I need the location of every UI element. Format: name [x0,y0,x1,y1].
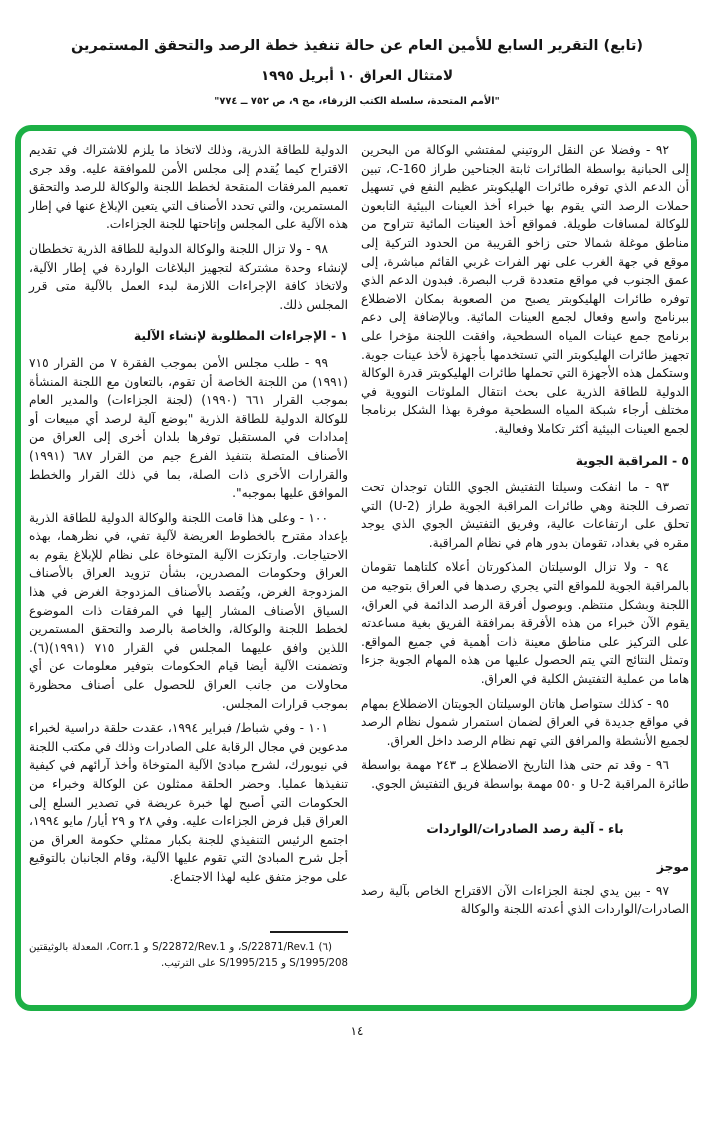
paragraph-95: ٩٥ - كذلك ستواصل هاتان الوسيلتان الجويتان الاضطلاع بمهام في مواقع جديدة في العراق لضمان استمرار شمول نظام الرصد لجميع الأنشطة والمرافق التي تهم نظام الرصد داخل العراق. [361,696,689,748]
footnote [29,931,348,972]
paragraph-101: ١٠١ - وفي شباط/ فبراير ١٩٩٤، عقدت حلقة دراسية لخبراء مدعوين في مجال الرقابة على الصادرات وذلك في مكتب اللجنة في نيويورك، لشرح مبادئ الآلية المتوخاة وأخذ آرائهم في كيفية تنفيذها عمليا. وحضر الحلقة ممثلون عن الوكالة وخبراء من الحكومات التي أصبح لها خبرة عريضة في تصدير السلع إلى العراق قبل فرض الجزاءات عليه. وفي ٢٨ و ٢٩ أيار/ مايو ١٩٩٤، اجتمع الرئيس التنفيذي للجنة بكبار ممثلي حكومة العراق من أجل شرح المبادئ التي تقوم عليها الآلية، وقام الجانبان بالتوقيع على موجز متفق عليه لهذا الاجتماع. [29,721,348,884]
paragraph-99: ٩٩ - طلب مجلس الأمن بموجب الفقرة ٧ من القرار ٧١٥ (١٩٩١) من اللجنة الخاصة أن تقوم، بالتعاون مع اللجنة المنشأة بموجب القرار ٦٦١ (١٩٩٠) (لجنة الجزاءات) والمدير العام للوكالة الدولية للطاقة الذرية "بوضع آلية لرصد أي مبيعات أو إمدادات في المستقبل توفرها بلدان أخرى إلى العراق من الأصناف المتصلة بتنفيذ الفرع جيم من القرار ٦٨٧ (١٩٩١) والقرارات الأخرى ذات الصلة، بما في ذلك القرار والخطط الموافق عليها بموجبه". [29,355,348,501]
paragraph-97-start: ٩٧ - بين يدي لجنة الجزاءات الآن الاقتراح الخاص بآلية رصد الصادرات/الواردات الذي أعدته اللجنة والوكالة [361,883,689,917]
footnote-text: (٦) S/22871/Rev.1، و S/22872/Rev.1 و Corr.1، المعدلة بالوثيقتين S/1995/208 و S/1995/215 على الترتيب. [29,942,348,969]
page-number: ١٤ [350,1024,364,1038]
document-title-line2: لامتثال العراق ١٠ أبريل ١٩٩٥ [260,68,454,84]
document-title-line1: (تابع) التقرير السابع للأمين العام عن حالة تنفيذ خطة الرصد والتحقق المستمرين [70,38,644,54]
heading-aerial-surveillance: ٥ - المراقبة الجوية [575,452,689,468]
column-right [361,141,689,925]
heading-export-import-mechanism: باء - آلية رصد الصادرات/الواردات [426,820,624,836]
heading-required-procedures: ١ - الإجراءات المطلوبة لإنشاء الآلية [133,328,348,344]
paragraph-97-continuation: الدولية للطاقة الذرية، وذلك لاتخاذ ما يلزم للاشتراك في تقديم الاقتراح كيما يُقدم إلى مجلس الأمن للموافقة عليه. وقد جرى تعميم المرفقات المنقحة لخطط اللجنة والوكالة للرصد والتحقق المستمرين، والتي تحدد الأصناف التي يتعين الإبلاغ عنها في إطار هذه الآلية على المجلس وإتاحتها للجنة الجزاءات. [29,143,348,232]
document-header [0,36,714,108]
paragraph-96: ٩٦ - وقد تم حتى هذا التاريخ الاضطلاع بـ ٢٤٣ مهمة بواسطة طائرة المراقبة U-2 و ٥٥٠ مهمة بواسطة فريق التفتيش الجوي. [361,758,689,791]
paragraph-94: ٩٤ - ولا تزال الوسيلتان المذكورتان أعلاه كلتاهما تقومان بالمراقبة الجوية للمواقع التي يجري رصدها في العراق بتوجيه من اللجنة وبشكل منتظم. وبوصول أفرقة الرصد الدائمة في العراق، يقوم الآن خبراء من هذه الأفرقة بمرافقة الفريق بغية مساعدته على التركيز على مناطق معينة ذات أهمية في جميع المواقع. وتمثل النتائج التي يتم الحصول عليها من هذه المهام الجوية جزءا هاما من عملية التفتيش الكلية في العراق. [361,560,689,687]
paragraph-93: ٩٣ - ما انفكت وسيلتا التفتيش الجوي اللتان توجدان تحت تصرف اللجنة وهي طائرات المراقبة الجوية طراز (U-2) التي تحلق على ارتفاعات عالية، وفريق التفتيش الجوي الذي يوجد مقره في بغداد، تقومان بدور هام في نظام المراقبة. [361,480,689,550]
paragraph-92: ٩٢ - وفضلا عن النقل الروتيني لمفتشي الوكالة من البحرين إلى الحبانية بواسطة الطائرات ثابتة الجناحين طراز C-160، تبين أن الدعم الذي توفره طائرات الهليكوبتر عظيم النفع في تسهيل حملات الرصد التي يقوم بها خبراء أخذ العينات البيئية التابعون للوكالة لمسافات طويلة. فمواقع أخذ العينات المائية تتراوح من مناطق موغلة شمالا حتى زاخو القريبة من الحدود التركية إلى موقع في جهة الغرب على نهر الفرات غربي القائم مباشرة، إلى عمق الجنوب في مواقع متعددة قرب البصرة. فبدون الدعم الذي توفره طائرات الهليكوبتر يصبح من الصعوبة بمكان الاضطلاع ببرنامج واسع وفعال لجمع العينات المائية. وبالإضافة إلى دعم برنامج جمع عينات المياه السطحية، وافقت اللجنة مؤخرا على تجهيز طائرات الهليكوبتر التي تستخدمها بأجهزة لأخذ عينات جوية. وستكمل هذه الأجهزة التي تحملها طائرات الهليكوبتر قدرة الوكالة الدولية للطاقة الذرية على بحث انتقال الملوثات النووية في مختلف أرجاء شبكة المياه السطحية موفرة بهذا الشكل برنامجا لجمع العينات البيئية أكثر تكاملا وفعالية. [361,143,689,436]
footnote-separator-rule [270,931,348,933]
paragraph-98: ٩٨ - ولا تزال اللجنة والوكالة الدولية للطاقة الذرية تخططان لإنشاء وحدة مشتركة لتجهيز البلاغات الواردة في إطار الآلية، ولاتخاذ كافة الإجراءات اللازمة لبدء العمل بالآلية متى قرر المجلس ذلك. [29,241,348,312]
paragraph-100: ١٠٠ - وعلى هذا قامت اللجنة والوكالة الدولية للطاقة الذرية بإعداد مقترح بالخطوط العريضة لآلية تفي، في نظرهما، بهذه الاحتياجات. وارتكزت الآلية المتوخاة على نظام للإبلاغ يقوم به العراق وحكومات المصدرين، بشأن تزويد العراق بالأصناف المزدوجة الغرض، ويُقصد بالأصناف المزدوجة الغرض في هذا السياق الأصناف المشار إليها في المرفقات ذات الموضوع لخطط اللجنة والوكالة، والخاصة بالرصد والتحقق المستمرين اللذين وافق عليهما المجلس في القرار ٧١٥ (١٩٩١)(٦). وتضمنت الآلية أيضا قيام الحكومات بتوفير معلومات عن أي محاولات من جانب العراق للحصول على أصناف محظورة بموجب قرارات المجلس. [29,510,348,711]
heading-summary: موجز [656,859,689,875]
column-left [29,141,348,893]
document-source-line: "الأمم المتحدة، سلسلة الكتب الزرقاء، مج ٩، ص ٧٥٢ ــ ٧٧٤" [214,96,500,107]
